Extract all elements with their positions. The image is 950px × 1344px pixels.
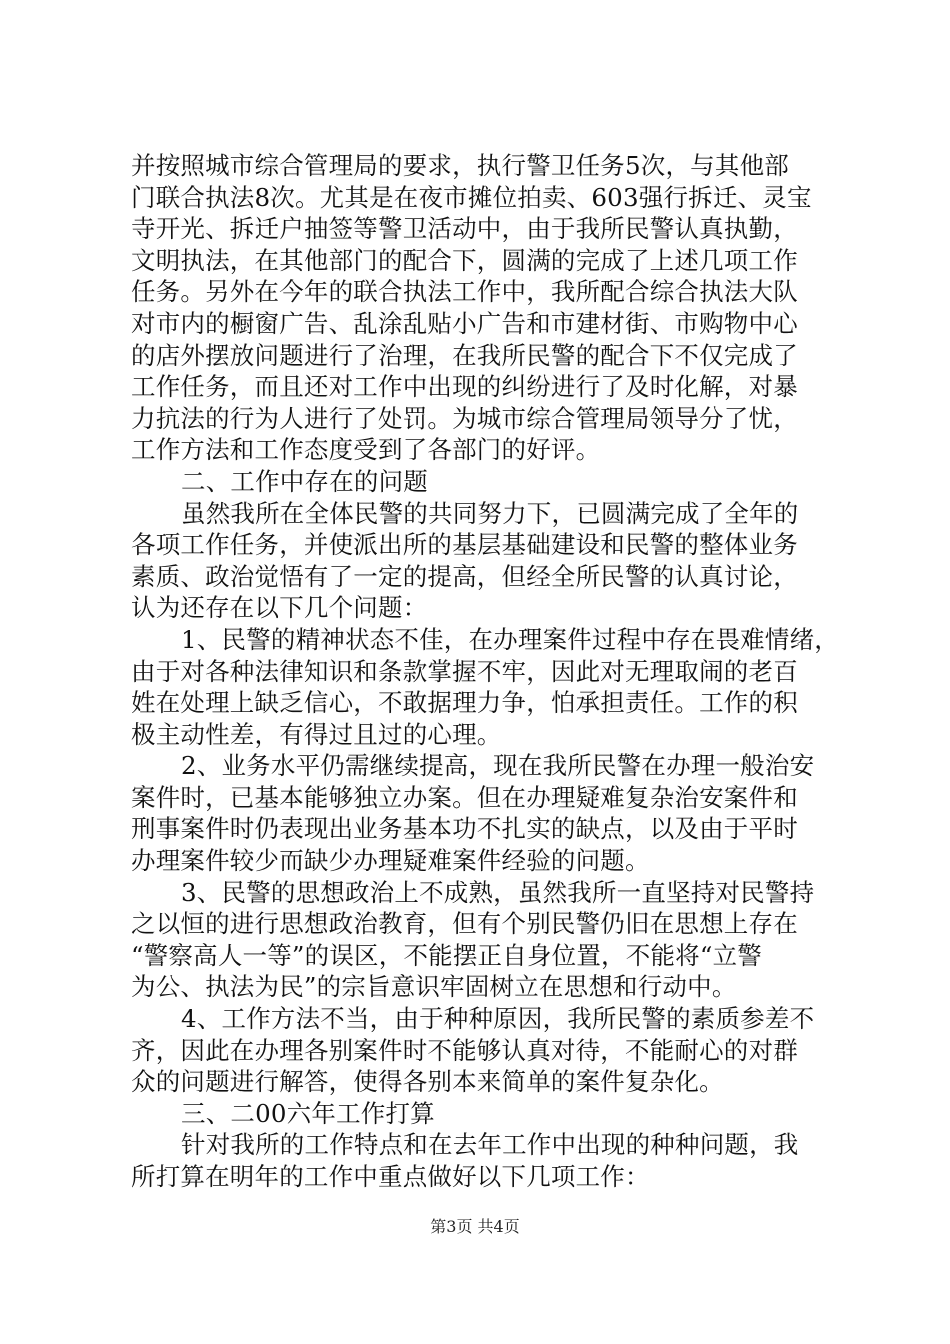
text-line: 认为还存在以下几个问题：: [131, 593, 428, 623]
text-line: 齐，因此在办理各别案件时不能够认真对待，不能耐心的对群: [131, 1035, 798, 1065]
text-line: 极主动性差，有得过且过的心理。: [131, 719, 502, 749]
text-line: 工作任务，而且还对工作中出现的纠纷进行了及时化解，对暴: [131, 372, 798, 402]
text-line: 文明执法，在其他部门的配合下，圆满的完成了上述几项工作: [131, 245, 798, 275]
text-line: 力抗法的行为人进行了处罚。为城市综合管理局领导分了忧，: [131, 403, 798, 433]
text-line: 之以恒的进行思想政治教育，但有个别民警仍旧在思想上存在: [131, 909, 798, 939]
text-line: 众的问题进行解答，使得各别本来简单的案件复杂化。: [131, 1067, 724, 1097]
text-line: 任务。另外在今年的联合执法工作中，我所配合综合执法大队: [131, 277, 798, 307]
text-line: 刑事案件时仍表现出业务基本功不扎实的缺点，以及由于平时: [131, 814, 798, 844]
text-line: 案件时，已基本能够独立办案。但在办理疑难复杂治安案件和: [131, 782, 798, 812]
text-line: 1、民警的精神状态不佳，在办理案件过程中存在畏难情绪，: [181, 624, 839, 654]
text-line: 2、业务水平仍需继续提高，现在我所民警在办理一般治安: [181, 751, 815, 781]
document-body: [131, 150, 839, 1193]
text-line: “警察高人一等”的误区，不能摆正自身位置，不能将“立警: [131, 940, 762, 970]
text-line: 办理案件较少而缺少办理疑难案件经验的问题。: [131, 846, 650, 876]
text-line: 三、二00六年工作打算: [181, 1098, 435, 1128]
text-line: 3、民警的思想政治上不成熟，虽然我所一直坚持对民警持: [181, 877, 815, 907]
text-line: 由于对各种法律知识和条款掌握不牢，因此对无理取闹的老百: [131, 656, 798, 686]
text-line: 各项工作任务，并使派出所的基层基础建设和民警的整体业务: [131, 530, 798, 560]
text-line: 对市内的橱窗广告、乱涂乱贴小广告和市建材街、市购物中心: [131, 308, 798, 338]
text-line: 工作方法和工作态度受到了各部门的好评。: [131, 435, 601, 465]
text-line: 寺开光、拆迁户抽签等警卫活动中，由于我所民警认真执勤，: [131, 214, 798, 244]
text-line: 的店外摆放问题进行了治理，在我所民警的配合下不仅完成了: [131, 340, 798, 370]
text-line: 虽然我所在全体民警的共同努力下，已圆满完成了全年的: [181, 498, 799, 528]
text-line: 针对我所的工作特点和在去年工作中出现的种种问题，我: [181, 1130, 799, 1160]
text-line: 为公、执法为民”的宗旨意识牢固树立在思想和行动中。: [131, 972, 737, 1002]
text-line: 二、工作中存在的问题: [181, 466, 428, 496]
page-footer: 第3页 共4页: [430, 1217, 520, 1236]
text-line: 素质、政治觉悟有了一定的提高，但经全所民警的认真讨论，: [131, 561, 798, 591]
text-line: 所打算在明年的工作中重点做好以下几项工作：: [131, 1162, 650, 1191]
text-line: 姓在处理上缺乏信心，不敢据理力争，怕承担责任。工作的积: [131, 688, 798, 718]
text-line: 门联合执法8次。尤其是在夜市摊位拍卖、603强行拆迁、灵宝: [131, 182, 812, 212]
text-line: 4、工作方法不当，由于种种原因，我所民警的素质参差不: [181, 1004, 815, 1034]
text-line: 并按照城市综合管理局的要求，执行警卫任务5次，与其他部: [131, 151, 789, 180]
